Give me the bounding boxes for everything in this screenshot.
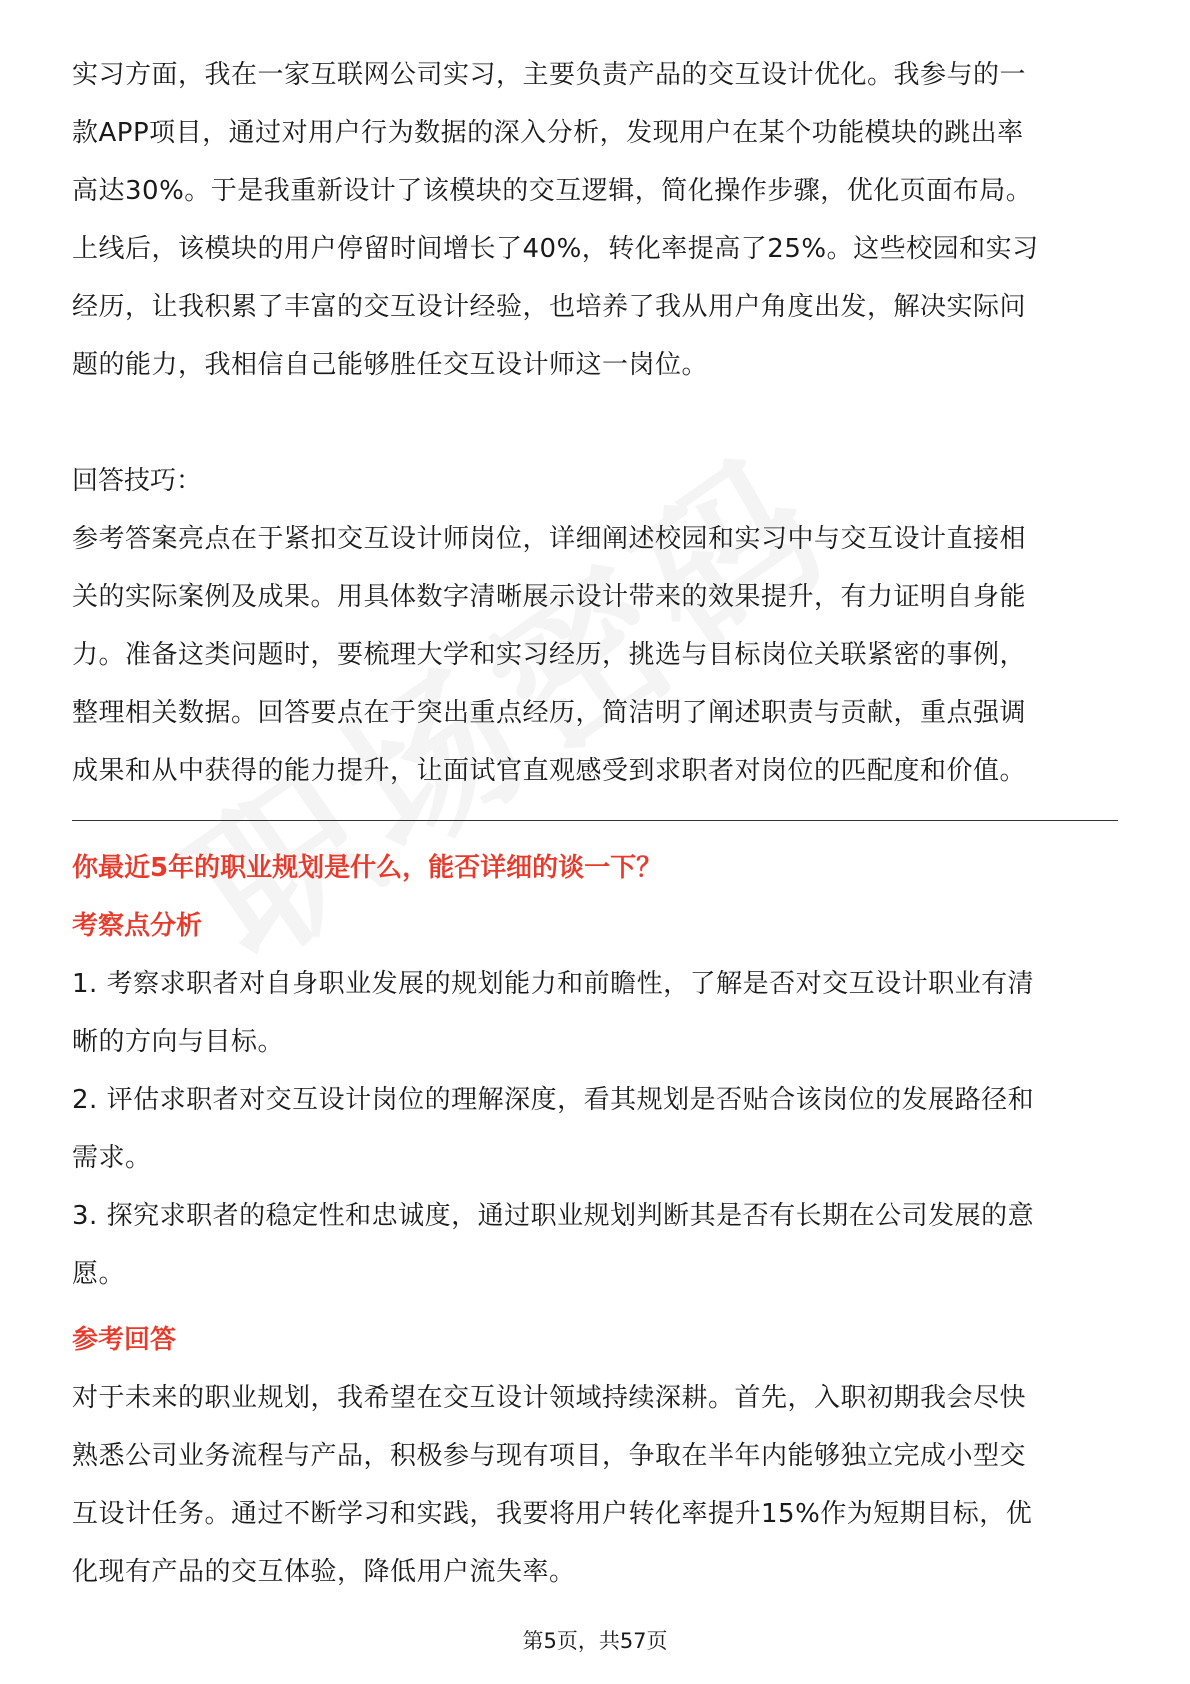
text-line: 晰的方向与目标。	[72, 1027, 285, 1057]
page-number: 第5页，共57页	[522, 1629, 668, 1653]
text-line: 题的能力，我相信自己能够胜任交互设计师这一岗位。	[72, 350, 709, 380]
text-line: 愿。	[72, 1259, 126, 1289]
text-line: 2. 评估求职者对交互设计岗位的理解深度，看其规划是否贴合该岗位的发展路径和	[72, 1085, 1035, 1115]
answer-heading: 参考回答	[72, 1325, 177, 1355]
text-line: 需求。	[72, 1143, 152, 1173]
tips-label: 回答技巧：	[72, 466, 203, 496]
document-page	[72, 46, 1118, 1601]
text-line: 互设计任务。通过不断学习和实践，我要将用户转化率提升15%作为短期目标，优	[72, 1499, 1033, 1529]
text-line: 关的实际案例及成果。用具体数字清晰展示设计带来的效果提升，有力证明自身能	[72, 582, 1027, 612]
text-line: 经历，让我积累了丰富的交互设计经验，也培养了我从用户角度出发，解决实际问	[72, 292, 1027, 322]
text-line: 化现有产品的交互体验，降低用户流失率。	[72, 1557, 576, 1587]
question-title: 你最近5年的职业规划是什么，能否详细的谈一下？	[72, 853, 663, 883]
text-line: 参考答案亮点在于紧扣交互设计师岗位，详细阐述校园和实习中与交互设计直接相	[72, 524, 1027, 554]
text-line: 整理相关数据。回答要点在于突出重点经历，简洁明了阐述职责与贡献，重点强调	[72, 698, 1027, 728]
section-divider	[72, 820, 1118, 821]
text-line: 款APP项目，通过对用户行为数据的深入分析，发现用户在某个功能模块的跳出率	[72, 118, 1024, 148]
answer-tips-section	[72, 452, 1118, 800]
question-section	[72, 839, 1118, 1601]
text-line: 1. 考察求职者对自身职业发展的规划能力和前瞻性，了解是否对交互设计职业有清	[72, 969, 1035, 999]
text-line: 熟悉公司业务流程与产品，积极参与现有项目，争取在半年内能够独立完成小型交	[72, 1441, 1027, 1471]
text-line: 成果和从中获得的能力提升，让面试官直观感受到求职者对岗位的匹配度和价值。	[72, 756, 1027, 786]
text-line: 上线后，该模块的用户停留时间增长了40%，转化率提高了25%。这些校园和实习	[72, 234, 1039, 264]
answer-paragraph	[72, 1369, 1118, 1601]
text-line: 3. 探究求职者的稳定性和忠诚度，通过职业规划判断其是否有长期在公司发展的意	[72, 1201, 1035, 1231]
analysis-heading: 考察点分析	[72, 911, 203, 941]
text-line: 力。准备这类问题时，要梳理大学和实习经历，挑选与目标岗位关联紧密的事例，	[72, 640, 1027, 670]
text-line: 对于未来的职业规划，我希望在交互设计领域持续深耕。首先，入职初期我会尽快	[72, 1383, 1027, 1413]
text-line: 高达30%。于是我重新设计了该模块的交互逻辑，简化操作步骤，优化页面布局。	[72, 176, 1033, 206]
intro-paragraph	[72, 46, 1118, 394]
analysis-list	[72, 955, 1118, 1303]
text-line: 实习方面，我在一家互联网公司实习，主要负责产品的交互设计优化。我参与的一	[72, 60, 1027, 90]
